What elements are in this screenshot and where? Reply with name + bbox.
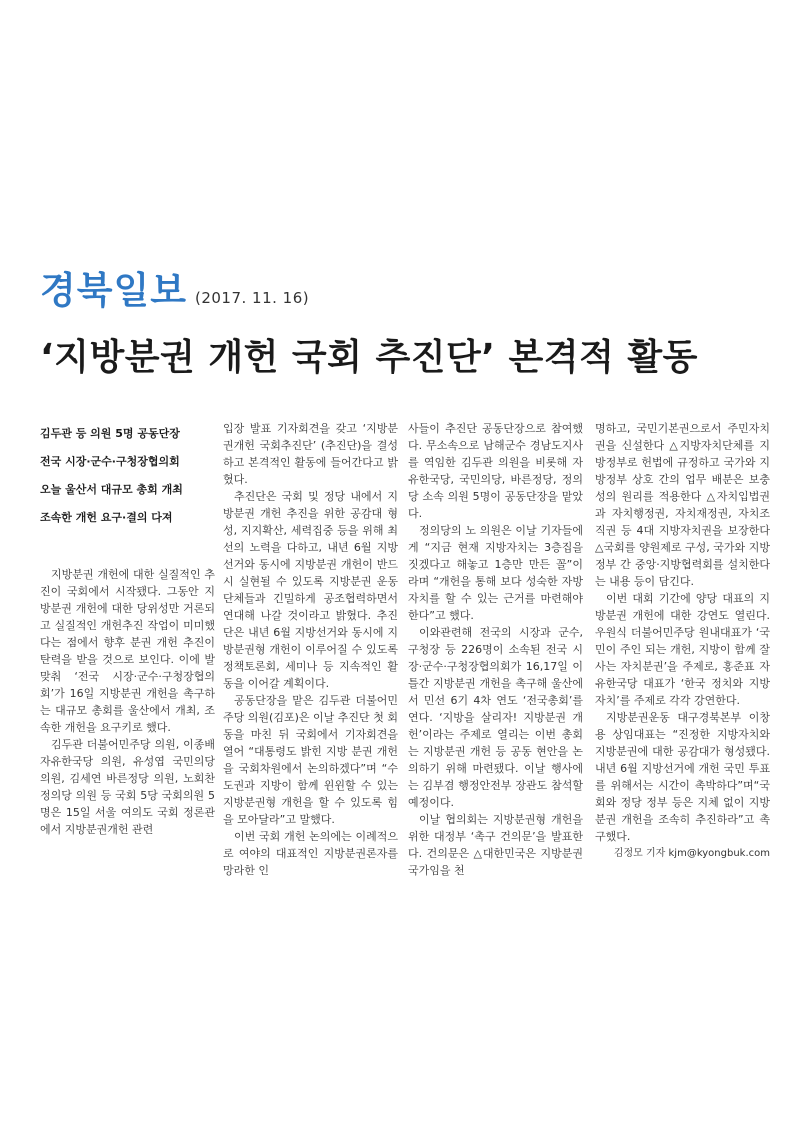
paragraph: 김두관 더불어민주당 의원, 이종배 자유한국당 의원, 유성엽 국민의당 의원, 김세연 바른정당 의원, 노회찬 정의당 의원 등 국회 5당 국회의원 5명은 15일 서울 여의도 국회 정론관에서 지방분권개헌 관련 [40,738,215,836]
paragraph: 이번 국회 개헌 논의에는 이례적으로 여야의 대표적인 지방분권론자를 망라한 인 [223,830,398,877]
article-column-3 [408,420,583,879]
subheading: 오늘 울산서 대규모 총회 개최 [40,483,183,496]
article-headline: ‘지방분권 개헌 국회 추진단’ 본격적 활동 [40,337,698,378]
paragraph: 이번 대회 기간에 양당 대표의 지방분권 개헌에 대한 강연도 열린다. 우원식 더불어민주당 원내대표가 ‘국민이 주인 되는 개헌, 지방이 함께 잘사는 자치분권’을 주제로, 홍준표 자유한국당 대표가 ‘한국 정치와 지방자치’를 주제로 각각 강연한다. [595,592,770,707]
subheading: 김두관 등 의원 5명 공동단장 [40,427,180,440]
paragraph: 지방분권 개헌에 대한 실질적인 추진이 국회에서 시작됐다. 그동안 지방분권 개헌에 대한 당위성만 거론되고 실질적인 개헌추진 작업이 미미했다는 점에서 향후 분권 개헌 추진이 탄력을 받을 것으로 보인다. 이에 발맞춰 ‘전국 시장·군수·구청장협의회’가 16일 지방분권 개헌을 촉구하는 대규모 총회를 울산에서 개최, 조속한 개헌을 요구키로 했다. [40,568,215,734]
paragraph: 공동단장을 맡은 김두관 더불어민주당 의원(김포)은 이날 추진단 첫 회동을 마친 뒤 국회에서 기자회견을 열어 “대통령도 밝힌 지방 분권 개헌을 국회차원에서 논의하겠다”며 “수도권과 지방이 함께 윈윈할 수 있는 지방분권형 개헌을 할 수 있도록 힘을 모아달라”고 말했다. [223,694,398,826]
paragraph: 정의당의 노 의원은 이날 기자들에게 “지금 현재 지방자치는 3층집을 짓겠다고 해놓고 1층만 만든 꼴”이라며 “개헌을 통해 보다 성숙한 자방자치를 할 수 있는 근거를 마련해야 한다”고 했다. [408,524,583,622]
paragraph: 이와관련해 전국의 시장과 군수, 구청장 등 226명이 소속된 전국 시장·군수·구청장협의회가 16,17일 이틀간 지방분권 개헌을 촉구해 울산에서 민선 6기 4차 연도 ‘전국총회’를 연다. ‘지방을 살리자! 지방분권 개헌’이라는 주제로 열리는 이번 총회는 지방분권 개헌 등 공동 현안을 논의하기 위해 마련됐다. 이날 행사에는 김부겸 행정안전부 장관도 참석할 예정이다. [408,626,583,809]
subheading: 조속한 개헌 요구·결의 다져 [40,511,173,524]
paragraph: 이날 협의회는 지방분권형 개헌을 위한 대정부 ‘촉구 건의문’을 발표한다. 건의문은 △대한민국은 지방분권 국가임을 천 [408,813,583,877]
paragraph: 지방분권운동 대구경북본부 이창용 상임대표는 “진정한 지방자치와 지방분권에 대한 공감대가 형성됐다. 내년 6월 지방선거에 개헌 국민 투표를 위해서는 시간이 촉박하다”며“국회와 정당 정부 등은 지체 없이 지방분권 개헌을 조속히 추진하라”고 촉구했다. [595,711,770,843]
article-column-1 [40,420,215,838]
article-column-4 [595,420,770,862]
subheading: 전국 시장·군수·구청장협의회 [40,455,180,468]
paragraph: 명하고, 국민기본권으로서 주민자치권을 신설한다 △지방자치단체를 지방정부로 헌법에 규정하고 국가와 지방정부 상호 간의 업무 배분은 보충성의 원리를 적용한다 △자치입법권과 자치행정권, 자치재정권, 자치조직권 등 4대 지방자치권을 보장한다 △국회를 양원제로 구성, 국가와 지방정부 간 중앙·지방협력회를 설치한다는 내용 등이 담긴다. [595,422,770,588]
paragraph: 사들이 추진단 공동단장으로 참여했다. 무소속으로 남해군수 경남도지사를 역임한 김두관 의원을 비롯해 자유한국당, 국민의당, 바른정당, 정의당 소속 의원 5명이 공동단장을 맡았다. [408,422,583,520]
publication-date: (2017. 11. 16) [194,289,310,307]
subheadings [40,420,215,532]
article-column-2 [223,420,398,879]
byline: 김정모 기자 kjm@kyongbuk.com [613,848,770,859]
paragraph: 추진단은 국회 및 정당 내에서 지방분권 개헌 추진을 위한 공감대 형성, 지지확산, 세력집중 등을 위해 최선의 노력을 다하고, 내년 6월 지방선거와 동시에 지방분권 개헌이 반드시 실현될 수 있도록 지방분권 운동 단체들과 긴밀하게 공조협력하면서 연대해 나갈 것이라고 밝혔다. 추진단은 내년 6월 지방선거와 동시에 지방분권형 개헌이 이루어질 수 있도록 정책토론회, 세미나 등 지속적인 활동을 이어갈 계획이다. [223,490,398,690]
paragraph: 입장 발표 기자회견을 갖고 ‘지방분권개헌 국회추진단’ (추진단)을 결성하고 본격적인 활동에 들어간다고 밝혔다. [223,422,398,486]
newspaper-name: 경북일보 [40,269,187,312]
masthead [40,263,309,313]
